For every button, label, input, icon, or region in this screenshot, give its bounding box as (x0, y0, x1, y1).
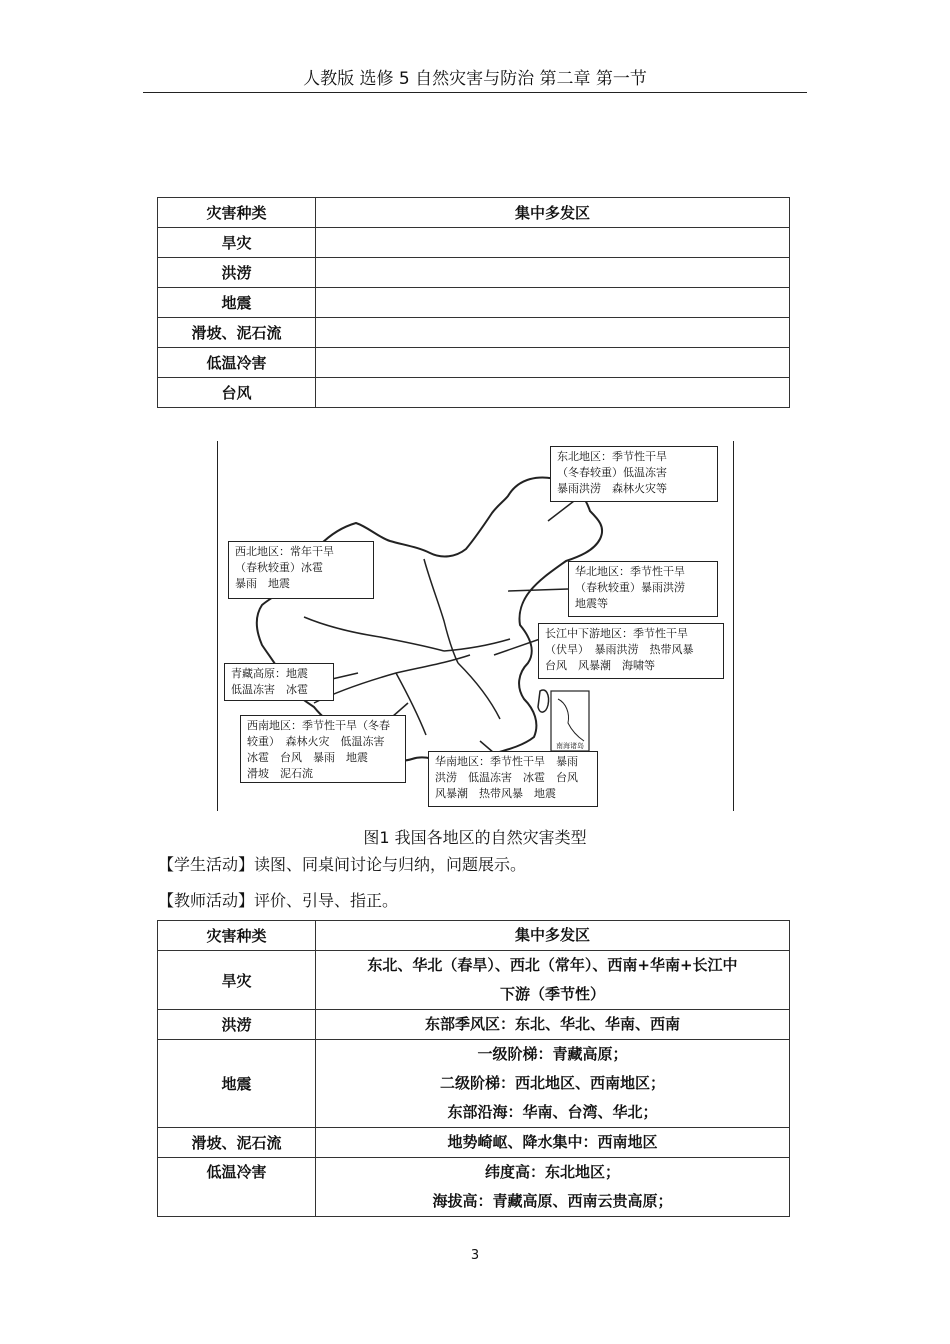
header-frequent-area: 集中多发区 (316, 921, 790, 951)
callout-northwest: 西北地区：常年干旱 （春秋较重）冰雹 暴雨 地震 (228, 541, 374, 599)
area-line: 二级阶梯：西北地区、西南地区； (439, 1074, 665, 1092)
region-boundary-line (314, 655, 470, 703)
table-row (158, 1010, 790, 1040)
table-row (158, 348, 790, 378)
disaster-type-cell: 地震 (158, 1040, 316, 1128)
table-row (158, 288, 790, 318)
answer-cell (316, 378, 790, 408)
table-row (158, 258, 790, 288)
table-row (158, 1128, 790, 1158)
table-header-row (158, 198, 790, 228)
area-cell (316, 1010, 790, 1040)
table-row (158, 1040, 790, 1128)
page-header: 人教版 选修 5 自然灾害与防治 第二章 第一节 (143, 66, 807, 93)
disaster-type-cell: 台风 (158, 378, 316, 408)
answer-cell (316, 348, 790, 378)
area-cell (316, 1128, 790, 1158)
header-frequent-area: 集中多发区 (316, 198, 790, 228)
disaster-table-answers (157, 920, 790, 1217)
area-cell (316, 1040, 790, 1128)
region-boundary-line (444, 639, 510, 651)
disaster-type-cell: 滑坡、泥石流 (158, 1128, 316, 1158)
disaster-type-cell: 低温冷害 (158, 1158, 316, 1217)
area-line: 一级阶梯：青藏高原； (477, 1045, 628, 1063)
disaster-table-blank (157, 197, 790, 408)
area-line: 地势崎岖、降水集中：西南地区 (447, 1133, 658, 1151)
pointer-line (548, 501, 574, 521)
area-line: 东北、华北（春旱）、西北（常年）、西南+华南+长江中 (367, 956, 738, 974)
callout-southwest: 西南地区：季节性干旱（冬春 较重） 森林火灾 低温冻害 冰雹 台风 暴雨 地震 滑坡 泥石流 (240, 715, 406, 783)
inset-label: 南海诸岛 (556, 742, 584, 750)
china-disaster-map (217, 441, 734, 811)
callout-south: 华南地区：季节性干旱 暴雨 洪涝 低温冻害 冰雹 台风 风暴潮 热带风暴 地震 (428, 751, 598, 807)
area-line: 海拔高：青藏高原、西南云贵高原； (432, 1192, 673, 1210)
disaster-type-cell: 低温冷害 (158, 348, 316, 378)
taiwan-island (538, 690, 549, 712)
disaster-type-cell: 旱灾 (158, 228, 316, 258)
disaster-type-cell: 旱灾 (158, 951, 316, 1010)
table-row (158, 318, 790, 348)
answer-cell (316, 288, 790, 318)
page-number: 3 (470, 1248, 480, 1263)
area-line: 东部沿海：华南、台湾、华北； (447, 1103, 658, 1121)
region-boundary-line (458, 663, 500, 719)
table-row (158, 951, 790, 1010)
area-cell (316, 951, 790, 1010)
table-row (158, 1158, 790, 1217)
area-cell (316, 1158, 790, 1217)
area-line: 东部季风区：东北、华北、华南、西南 (424, 1015, 680, 1033)
answer-cell (316, 318, 790, 348)
area-line: 纬度高：东北地区； (484, 1163, 620, 1181)
answer-cell (316, 228, 790, 258)
callout-yangtze: 长江中下游地区：季节性干旱 （伏旱） 暴雨洪涝 热带风暴 台风 风暴潮 海啸等 (538, 623, 724, 679)
pointer-line (508, 589, 568, 591)
disaster-type-cell: 洪涝 (158, 258, 316, 288)
disaster-type-cell: 地震 (158, 288, 316, 318)
area-line: 下游（季节性） (499, 985, 605, 1003)
table-row (158, 228, 790, 258)
header-disaster-type: 灾害种类 (158, 198, 316, 228)
student-activity-text: 【学生活动】读图、同桌间讨论与归纳，问题展示。 (158, 855, 527, 874)
answer-cell (316, 258, 790, 288)
header-disaster-type: 灾害种类 (158, 921, 316, 951)
figure-caption: 图1 我国各地区的自然灾害类型 (363, 828, 587, 847)
disaster-type-cell: 洪涝 (158, 1010, 316, 1040)
table-header-row (158, 921, 790, 951)
callout-tibet: 青藏高原：地震 低温冻害 冰雹 (224, 663, 334, 701)
table-row (158, 378, 790, 408)
disaster-type-cell: 滑坡、泥石流 (158, 318, 316, 348)
region-boundary-line (304, 617, 444, 651)
callout-northeast: 东北地区：季节性干旱 （冬春较重）低温冻害 暴雨洪涝 森林火灾等 (550, 446, 718, 502)
pointer-line (332, 673, 358, 679)
callout-north: 华北地区：季节性干旱 （春秋较重）暴雨洪涝 地震等 (568, 561, 718, 617)
teacher-activity-text: 【教师活动】评价、引导、指正。 (158, 891, 399, 910)
